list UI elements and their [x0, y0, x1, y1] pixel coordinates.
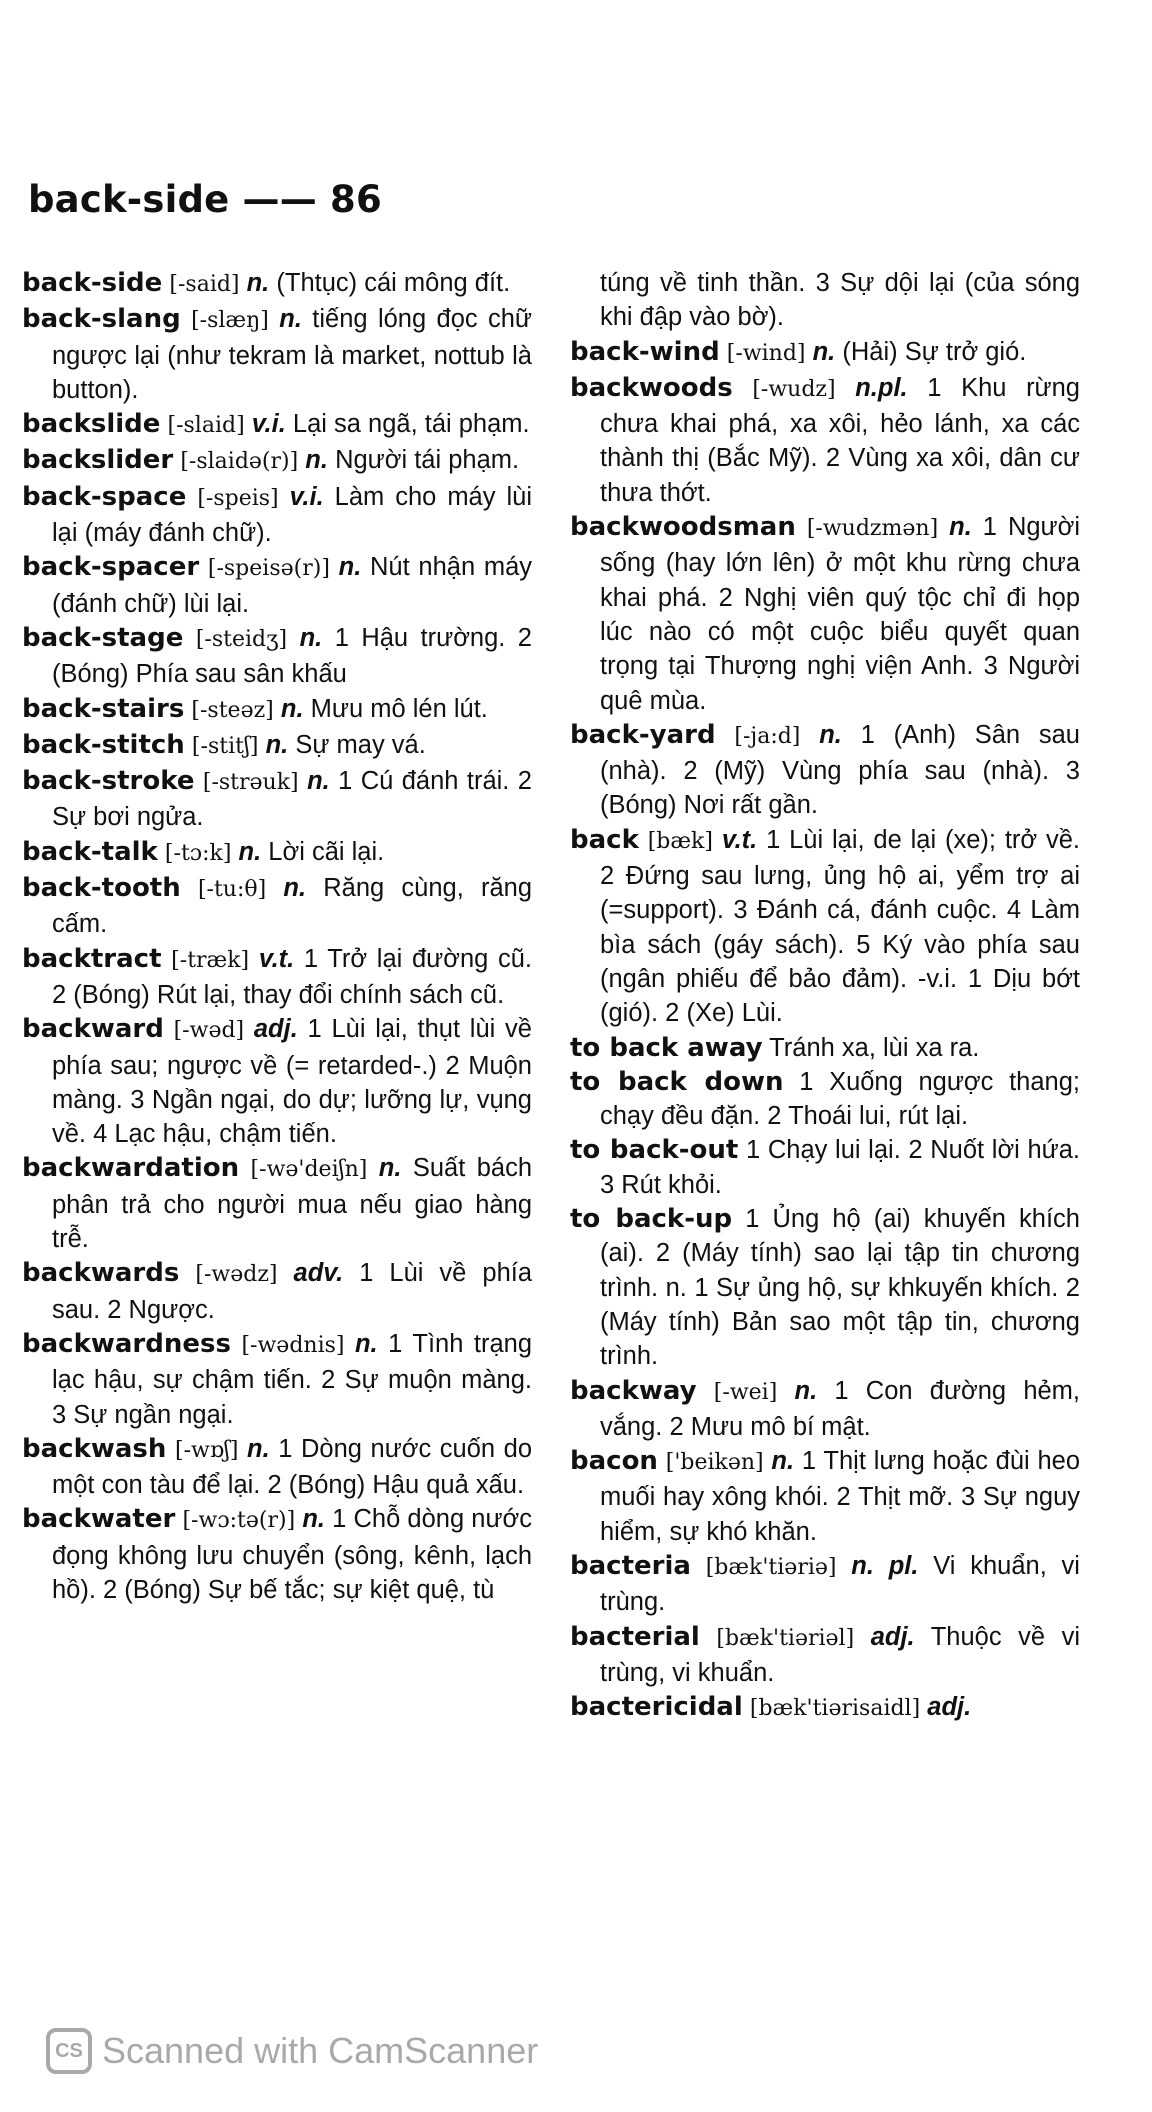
- pronunciation: [-stitʃ]: [191, 733, 259, 759]
- headword: to back away: [570, 1032, 763, 1063]
- definition: 1 Khu rừng chưa khai phá, xa xôi, hẻo lánh, xa các thành thị (Bắc Mỹ). 2 Vùng xa xôi, dân cư thưa thớt.: [600, 373, 1080, 507]
- part-of-speech: n.: [299, 623, 323, 652]
- pronunciation: [-strəuk]: [202, 770, 299, 796]
- headword: back-stroke: [22, 766, 195, 797]
- dictionary-entry: [570, 1549, 1080, 1620]
- part-of-speech: n.: [247, 1434, 270, 1463]
- part-of-speech: n.: [302, 1505, 326, 1534]
- dictionary-entry: [22, 1151, 532, 1256]
- dictionary-entry: [22, 1256, 532, 1327]
- part-of-speech: n. pl.: [851, 1551, 919, 1580]
- part-of-speech: n.: [279, 305, 302, 334]
- definition: Răng cùng, răng cấm.: [52, 874, 532, 939]
- headword: back-stage: [22, 622, 184, 653]
- pronunciation: ['beikən]: [665, 1450, 764, 1476]
- definition: Lại sa ngã, tái phạm.: [292, 410, 530, 439]
- dictionary-entry: [570, 1444, 1080, 1549]
- headword: bacon: [570, 1446, 658, 1477]
- part-of-speech: n.: [378, 1154, 402, 1183]
- headword: backward: [22, 1014, 164, 1045]
- dictionary-entry: [22, 550, 532, 621]
- pronunciation: [-wudz]: [752, 376, 836, 402]
- definition: 1 Chỗ dòng nước đọng không lưu chuyển (sông, kênh, lạch hồ). 2 (Bóng) Sự bế tắc; sự kiệt quệ, tù: [52, 1505, 533, 1604]
- left-column: [22, 266, 532, 1607]
- page-header: [28, 178, 382, 221]
- part-of-speech: v.i.: [251, 410, 286, 439]
- headword: backwater: [22, 1504, 176, 1535]
- definition: Làm cho máy lùi lại (máy đánh chữ).: [52, 482, 532, 548]
- dictionary-entry: [570, 266, 1080, 335]
- dictionary-entry: [570, 1065, 1080, 1134]
- definition: 1 Hậu trường. 2 (Bóng) Phía sau sân khấu: [52, 623, 532, 689]
- pronunciation: [-wədz]: [195, 1262, 278, 1288]
- headword: back-yard: [570, 719, 716, 750]
- definition: (Thtục) cái mông đít.: [276, 269, 511, 297]
- dictionary-entry: [22, 1327, 532, 1432]
- right-column: [570, 266, 1080, 1726]
- headword: backslider: [22, 445, 174, 476]
- headword: backtract: [22, 943, 162, 974]
- definition: (Hải) Sự trở gió.: [842, 337, 1027, 366]
- definition: tiếng lóng đọc chữ ngược lại (như tekram là market, nottub là button).: [52, 305, 533, 404]
- camscanner-watermark: [46, 2028, 538, 2074]
- part-of-speech: n.: [949, 513, 972, 542]
- dictionary-entry: [570, 1202, 1080, 1373]
- definition: 1 Ủng hộ (ai) khuyến khích (ai). 2 (Máy tính) sao lại tập tin chương trình. n. 1 Sự ủng hộ, sự khkuyến khích. 2 (Máy tính) Bản sao một tập tin, chương trình.: [600, 1205, 1080, 1371]
- headword: bacterial: [570, 1621, 700, 1652]
- headword: to back-out: [570, 1135, 739, 1166]
- part-of-speech: v.t.: [258, 944, 295, 973]
- definition: 1 Lùi lại, de lại (xe); trở về. 2 Đứng sau lưng, ủng hộ ai, yểm trợ ai (=support). 3 Đánh cá, đánh cuộc. 4 Làm bìa sách (gáy sách). 5 Ký vào phía sau (ngân phiếu để bảo đảm). -v.i. 1 Dịu bớt (gió). 2 (Xe) Lùi.: [600, 825, 1080, 1028]
- definition: 1 Con đường hẻm, vắng. 2 Mưu mô bí mật.: [600, 1376, 1081, 1441]
- definition: 1 Dòng nước cuốn do một con tàu để lại. 2 (Bóng) Hậu quả xấu.: [52, 1434, 533, 1500]
- part-of-speech: n.: [265, 730, 289, 759]
- pronunciation: [-said]: [169, 272, 240, 297]
- part-of-speech: n.: [238, 837, 262, 866]
- camscanner-logo-icon: CS: [46, 2028, 92, 2074]
- definition: Sự may vá.: [295, 730, 426, 759]
- header-headword: back-side: [28, 178, 230, 221]
- part-of-speech: n.pl.: [855, 373, 908, 402]
- pronunciation: [-wudzmən]: [806, 516, 939, 542]
- pronunciation: [-wɒʃ]: [174, 1437, 239, 1463]
- headword: back-side: [22, 268, 163, 298]
- dictionary-entry: [22, 407, 532, 443]
- dictionary-columns: [22, 266, 1137, 1956]
- part-of-speech: n.: [812, 337, 836, 366]
- definition: 1 Người sống (hay lớn lên) ở một khu rừng chưa khai phá. 2 Nghị viên quý tộc chỉ đi họp lúc nào có một cuộc biểu quyết quan trọng tại Thượng nghị viện Anh. 3 Người quê mùa.: [600, 513, 1081, 715]
- pronunciation: [-wəd]: [173, 1018, 245, 1044]
- dictionary-entry: [570, 1620, 1080, 1691]
- headword: back-wind: [570, 336, 720, 367]
- definition: 1 Tình trạng lạc hậu, sự chậm tiến. 2 Sự muộn màng. 3 Sự ngần ngại.: [52, 1329, 533, 1429]
- dictionary-entry: [22, 621, 532, 692]
- headword: to back-up: [570, 1204, 733, 1235]
- definition: Thuộc về vi trùng, vi khuẩn.: [600, 1622, 1080, 1687]
- pronunciation: [-speis]: [197, 485, 279, 511]
- part-of-speech: adv.: [293, 1259, 344, 1288]
- definition: Mưu mô lén lút.: [310, 694, 488, 723]
- dictionary-entry: [22, 443, 532, 479]
- pronunciation: [bæk'tiəriə]: [705, 1554, 837, 1580]
- headword: bacteria: [570, 1550, 691, 1581]
- pronunciation: [bæk'tiəriəl]: [716, 1625, 855, 1651]
- definition: 1 Cú đánh trái. 2 Sự bơi ngửa.: [52, 767, 532, 832]
- headword: backwardness: [22, 1328, 231, 1359]
- pronunciation: [-slaidə(r)]: [180, 449, 299, 475]
- definition: Suất bách phân trả cho người mua nếu giao hàng trễ.: [52, 1154, 533, 1254]
- dictionary-entry: [570, 1133, 1080, 1202]
- pronunciation: [-wei]: [713, 1379, 778, 1405]
- headword: bactericidal: [570, 1692, 743, 1723]
- page-number: 86: [330, 178, 382, 221]
- headword: backwardation: [22, 1153, 240, 1184]
- dictionary-entry: [570, 718, 1080, 823]
- part-of-speech: n.: [305, 446, 328, 475]
- headword: backwoods: [570, 372, 733, 403]
- pronunciation: [-speisə(r)]: [207, 556, 330, 582]
- pronunciation: [-wə'deiʃn]: [250, 1157, 368, 1183]
- dictionary-entry: [22, 480, 532, 551]
- definition: Tránh xa, lùi xa ra.: [769, 1033, 980, 1062]
- pronunciation: [-tɔ:k]: [164, 840, 232, 866]
- pronunciation: [bæk'tiərisaidl]: [749, 1696, 921, 1722]
- definition: Nút nhận máy (đánh chữ) lùi lại.: [52, 553, 533, 618]
- definition: 1 Thịt lưng hoặc đùi heo muối hay xông khói. 2 Thịt mỡ. 3 Sự nguy hiểm, sự khó khăn.: [600, 1447, 1081, 1546]
- dictionary-entry: [22, 1012, 532, 1151]
- part-of-speech: v.i.: [289, 482, 324, 511]
- part-of-speech: n.: [819, 720, 842, 749]
- dictionary-entry: [22, 764, 532, 835]
- definition: 1 Trở lại đường cũ. 2 (Bóng) Rút lại, thay đổi chính sách cũ.: [52, 944, 532, 1009]
- dictionary-entry: [570, 335, 1080, 371]
- headword: back-stairs: [22, 693, 185, 724]
- definition: túng về tinh thần. 3 Sự dội lại (của sóng khi đập vào bờ).: [600, 269, 1080, 332]
- part-of-speech: adj.: [870, 1622, 915, 1651]
- headword: back-stitch: [22, 729, 185, 760]
- pronunciation: [-wədnis]: [241, 1332, 345, 1358]
- pronunciation: [-steidʒ]: [195, 626, 288, 652]
- dictionary-entry: [570, 1690, 1080, 1726]
- headword: backwards: [22, 1258, 180, 1289]
- headword: to back down: [570, 1066, 784, 1097]
- dictionary-entry: [22, 942, 532, 1013]
- watermark-text: Scanned with CamScanner: [102, 2030, 539, 2071]
- pronunciation: [-slaid]: [167, 413, 245, 439]
- pronunciation: [bæk]: [647, 828, 713, 854]
- header-dash: ——: [242, 178, 317, 221]
- headword: backwoodsman: [570, 512, 796, 543]
- pronunciation: [-slæŋ]: [191, 308, 269, 334]
- dictionary-entry: [570, 510, 1080, 718]
- definition: Người tái phạm.: [335, 446, 520, 475]
- pronunciation: [-wɔ:tə(r)]: [182, 1508, 296, 1534]
- dictionary-entry: [570, 823, 1080, 1031]
- part-of-speech: n.: [283, 874, 307, 903]
- headword: back: [570, 824, 639, 855]
- dictionary-entry: [22, 728, 532, 764]
- headword: back-space: [22, 481, 187, 512]
- dictionary-entry: [570, 1374, 1080, 1445]
- headword: back-spacer: [22, 552, 200, 583]
- dictionary-entry: [22, 1432, 532, 1503]
- part-of-speech: n.: [771, 1447, 795, 1476]
- part-of-speech: n.: [338, 553, 362, 582]
- dictionary-entry: [570, 1031, 1080, 1065]
- definition: 1 Xuống ngược thang; chạy đều đặn. 2 Thoái lui, rút lại.: [600, 1067, 1080, 1131]
- dictionary-entry: [22, 871, 532, 942]
- definition: 1 (Anh) Sân sau (nhà). 2 (Mỹ) Vùng phía sau (nhà). 3 (Bóng) Nơi rất gần.: [600, 720, 1080, 820]
- headword: backslide: [22, 409, 161, 440]
- headword: back-slang: [22, 304, 181, 335]
- part-of-speech: adj.: [253, 1015, 298, 1044]
- part-of-speech: n.: [246, 269, 270, 297]
- dictionary-entry: [22, 835, 532, 871]
- headword: back-tooth: [22, 873, 181, 904]
- pronunciation: [-wind]: [726, 340, 806, 366]
- definition: 1 Lùi về phía sau. 2 Ngược.: [52, 1259, 533, 1324]
- dictionary-entry: [570, 371, 1080, 510]
- pronunciation: [-træk]: [171, 947, 250, 973]
- part-of-speech: n.: [354, 1329, 378, 1358]
- headword: backway: [570, 1375, 697, 1406]
- dictionary-entry: [22, 1502, 532, 1607]
- headword: backwash: [22, 1433, 167, 1464]
- part-of-speech: n.: [794, 1376, 818, 1405]
- part-of-speech: v.t.: [721, 825, 758, 854]
- part-of-speech: adj.: [927, 1693, 972, 1722]
- dictionary-entry: [22, 692, 532, 728]
- definition: 1 Chạy lui lại. 2 Nuốt lời hứa. 3 Rút khỏi.: [600, 1136, 1080, 1199]
- part-of-speech: n.: [307, 767, 330, 796]
- definition: 1 Lùi lại, thụt lùi về phía sau; ngược về (= retarded-.) 2 Muộn màng. 3 Ngần ngại, do dự; lưỡng lự, vụng về. 4 Lạc hậu, chậm tiến.: [52, 1015, 532, 1149]
- part-of-speech: n.: [280, 694, 304, 723]
- headword: back-talk: [22, 836, 158, 867]
- dictionary-entry: [22, 302, 532, 407]
- pronunciation: [-steəz]: [191, 697, 274, 723]
- pronunciation: [-tu:θ]: [197, 877, 267, 903]
- pronunciation: [-ja:d]: [734, 723, 801, 749]
- definition: Vi khuẩn, vi trùng.: [600, 1551, 1080, 1617]
- dictionary-entry: [22, 266, 532, 302]
- definition: Lời cãi lại.: [268, 837, 385, 866]
